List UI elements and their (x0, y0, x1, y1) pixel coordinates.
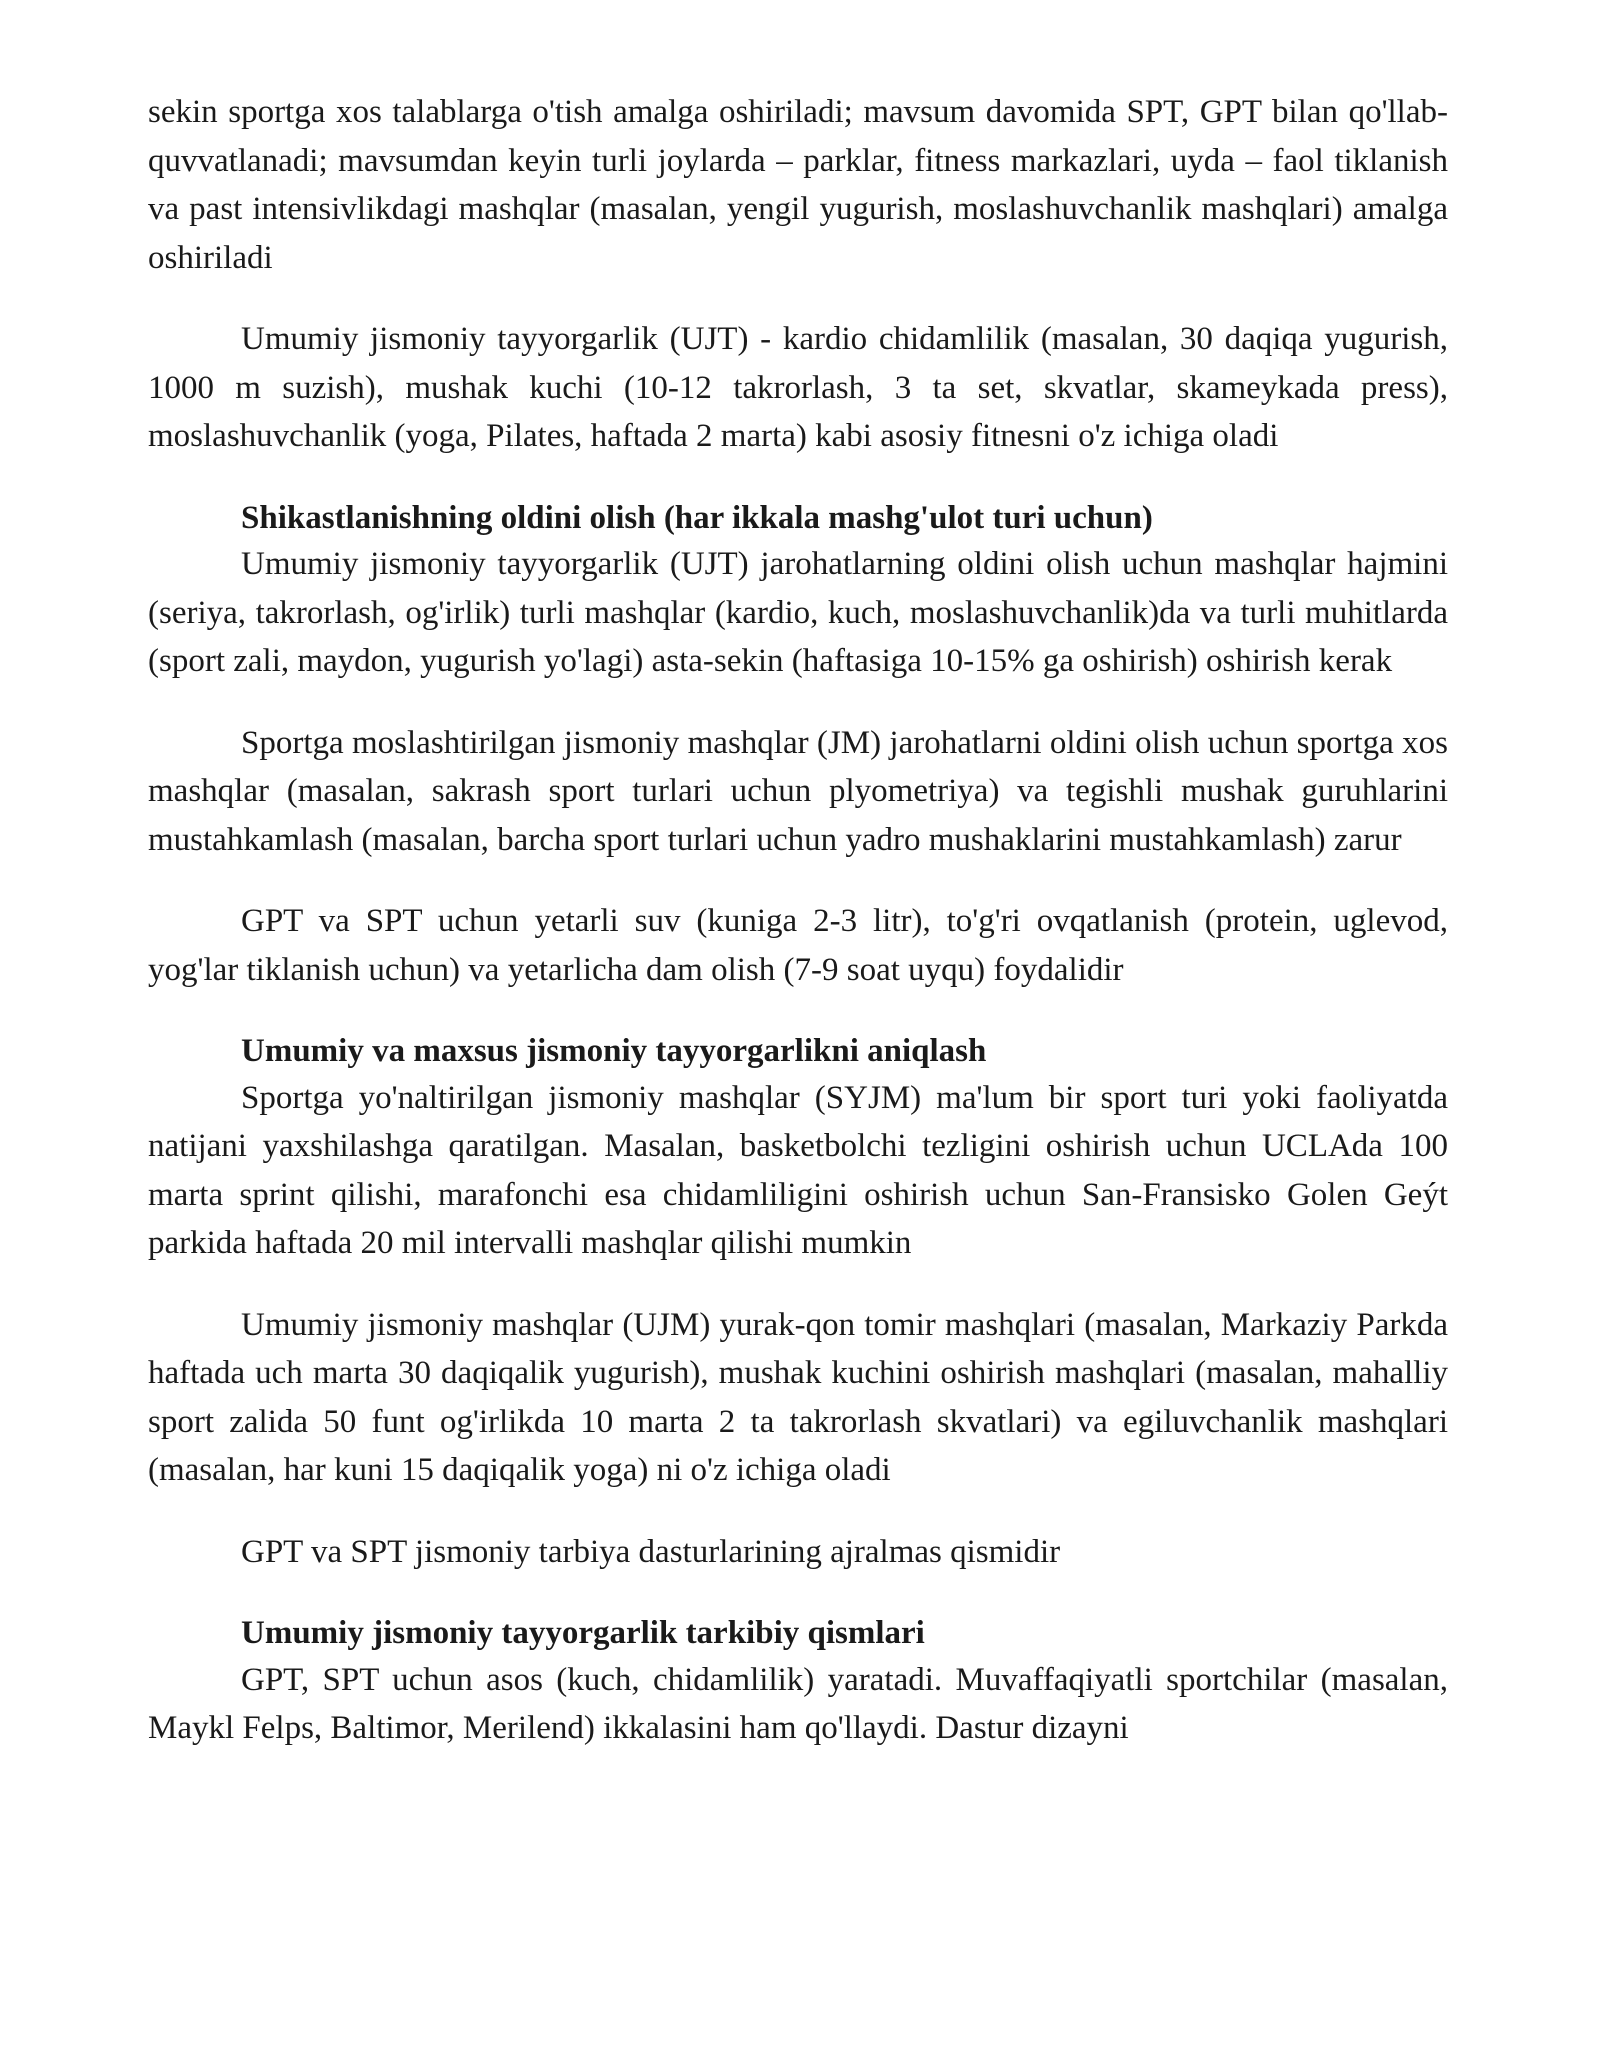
paragraph-hydration-nutrition: GPT va SPT uchun yetarli suv (kuniga 2-3 litr), to'g'ri ovqatlanish (protein, uglevod, yog'lar tiklanish uchun) va yetarlicha dam olish (7-9 soat uyqu) foydalidir (148, 903, 1448, 988)
heading-components: Umumiy jismoniy tayyorgarlik tarkibiy qismlari (241, 1615, 925, 1651)
paragraph-sport-oriented-exercises: Sportga yo'naltirilgan jismoniy mashqlar (SYJM) ma'lum bir sport turi yoki faoliyatda natijani yaxshilashga qaratilgan. Masalan, basketbolchi tezligini oshirish uchun UCLAda 100 marta sprint qilishi, marafonchi esa chidamliligini oshirish uchun San-Fransisko Golen Geýt parkida haftada 20 mil intervalli mashqlar qilishi mumkin (148, 1079, 1448, 1261)
paragraph-integral-part: GPT va SPT jismoniy tarbiya dasturlarining ajralmas qismidir (241, 1533, 1061, 1570)
paragraph-general-exercises: Umumiy jismoniy mashqlar (UJM) yurak-qon tomir mashqlari (masalan, Markaziy Parkda haftada uch marta 30 daqiqalik yugurish), mushak kuchini oshirish mashqlari (masalan, mahalliy sport zalida 50 funt og'irlikda 10 marta 2 ta takrorlash skvatlari) va egiluvchanlik mashqlari (masalan, har kuni 15 daqiqalik yoga) ni o'z ichiga oladi (148, 1306, 1448, 1488)
paragraph-injury-prevention-gpt: Umumiy jismoniy tayyorgarlik (UJT) jarohatlarning oldini olish uchun mashqlar hajmini (seriya, takrorlash, og'irlik) turli mashqlar (kardio, kuch, moslashuvchanlik)da va turli muhitlarda (sport zali, maydon, yugurish yo'lagi) asta-sekin (haftasiga 10-15% ga oshirish) oshirish kerak (148, 546, 1448, 679)
paragraph-general-physical-preparation: Umumiy jismoniy tayyorgarlik (UJT) - kardio chidamlilik (masalan, 30 daqiqa yugurish, 1000 m suzish), mushak kuchi (10-12 takrorlash, 3 ta set, skvatlar, skameykada press), moslashuvchanlik (yoga, Pilates, haftada 2 marta) kabi asosiy fitnesni o'z ichiga oladi (148, 321, 1448, 454)
paragraph-injury-prevention-sport-specific: Sportga moslashtirilgan jismoniy mashqlar (JM) jarohatlarni oldini olish uchun sportga xos mashqlar (masalan, sakrash sport turlari uchun plyometriya) va tegishli mushak guruhlarini mustahkamlash (masalan, barcha sport turlari uchun yadro mushaklarini mustahkamlash) zarur (148, 724, 1448, 858)
document-page (148, 88, 1448, 1753)
heading-injury-prevention: Shikastlanishning oldini olish (har ikkala mashg'ulot turi uchun) (241, 499, 1153, 536)
paragraph-components-foundation: GPT, SPT uchun asos (kuch, chidamlilik) yaratadi. Muvaffaqiyatli sportchilar (masalan, Maykl Felps, Baltimor, Merilend) ikkalasini ham qo'llaydi. Dastur dizayni (148, 1661, 1448, 1746)
paragraph-seasonal-training: sekin sportga xos talablarga o'tish amalga oshiriladi; mavsum davomida SPT, GPT bilan qo'llab-quvvatlanadi; mavsumdan keyin turli joylarda – parklar, fitness markazlari, uyda – faol tiklanish va past intensivlikdagi mashqlar (masalan, yengil yugurish, moslashuvchanlik mashqlari) amalga oshiriladi (148, 94, 1448, 276)
heading-definitions: Umumiy va maxsus jismoniy tayyorgarlikni aniqlash (241, 1033, 987, 1069)
